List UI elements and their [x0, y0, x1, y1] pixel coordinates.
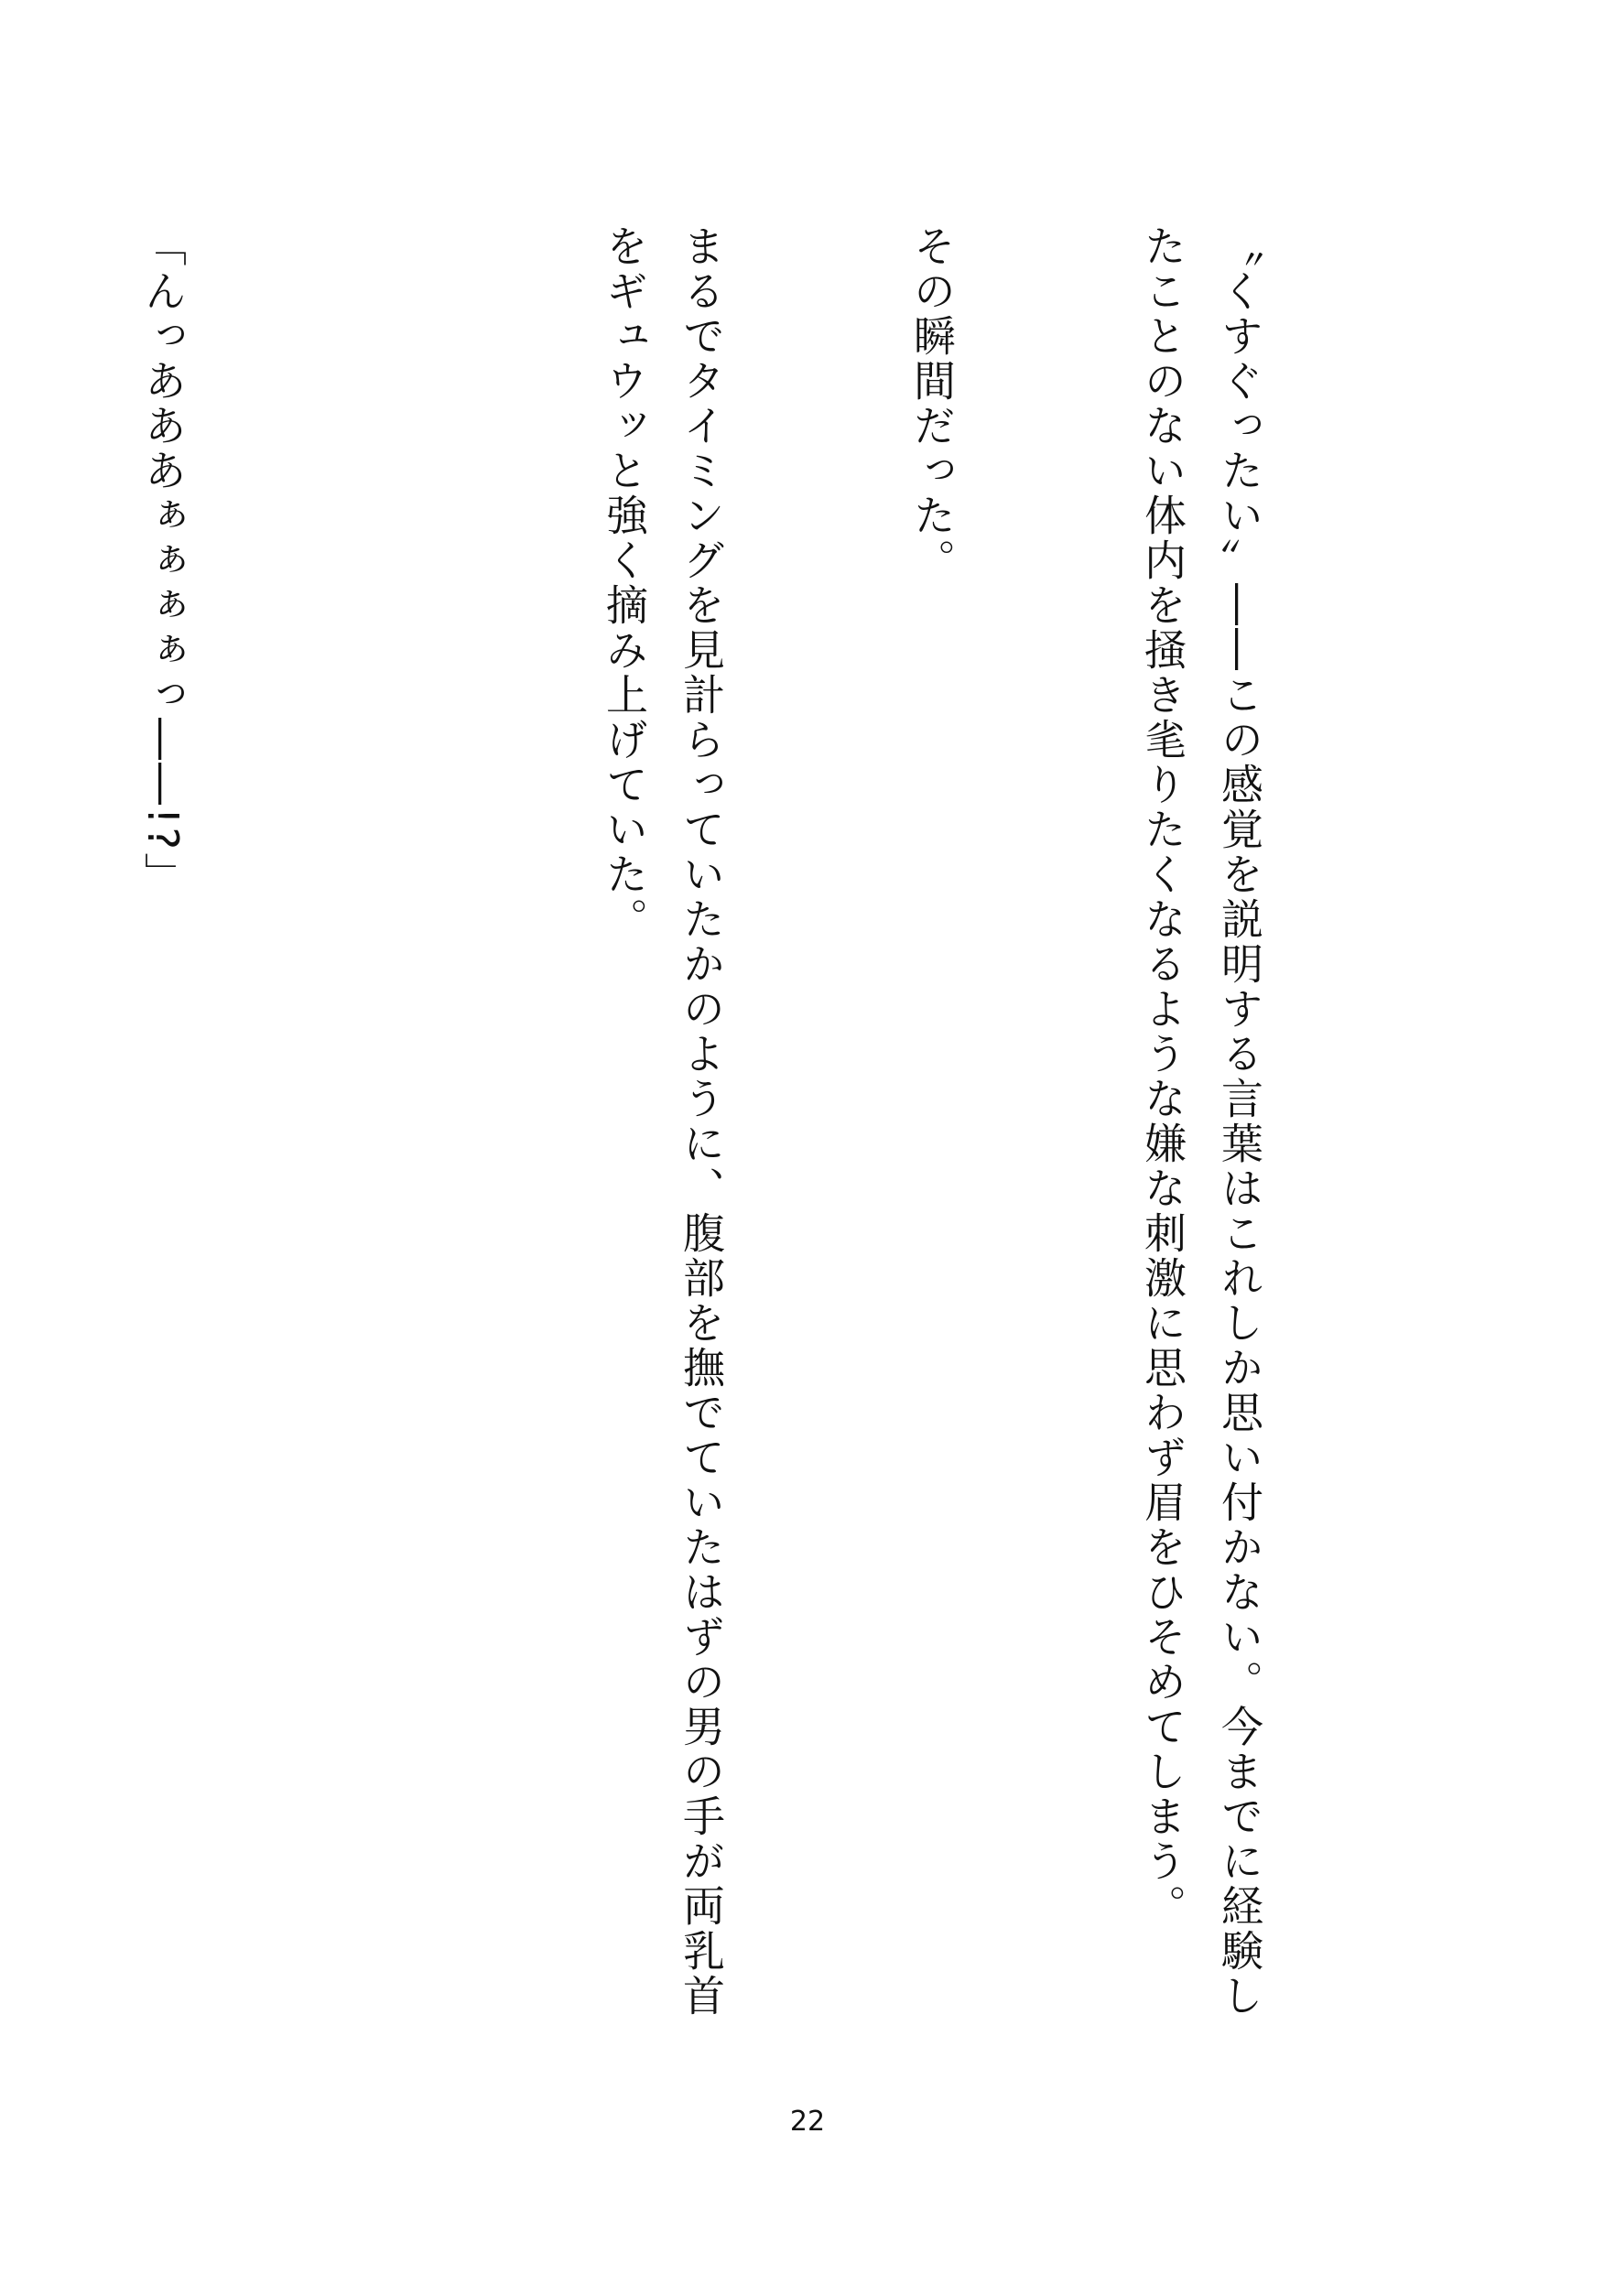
paragraph-1: 〝くすぐったい〟――この感覚を説明する言葉はこれしか思い付かない。今までに経験したことのない体内を掻き毟りたくなるような嫌な刺激に思わず眉をひそめてしまう。: [1138, 224, 1264, 2019]
paragraph-dialogue-scream: 「んっあああぁぁぁぁっ――!?」: [138, 224, 188, 897]
paragraph-2: その瞬間だった。: [907, 224, 957, 583]
blank-line-1: [355, 224, 432, 2055]
paragraph-3: まるでタイミングを見計らっていたかのように、腹部を撫でていたはずの男の手が両乳首をギュウッと強く摘み上げていた。: [600, 224, 726, 2019]
page-number: 22: [789, 2106, 826, 2138]
body-text: [132, 224, 1432, 2055]
